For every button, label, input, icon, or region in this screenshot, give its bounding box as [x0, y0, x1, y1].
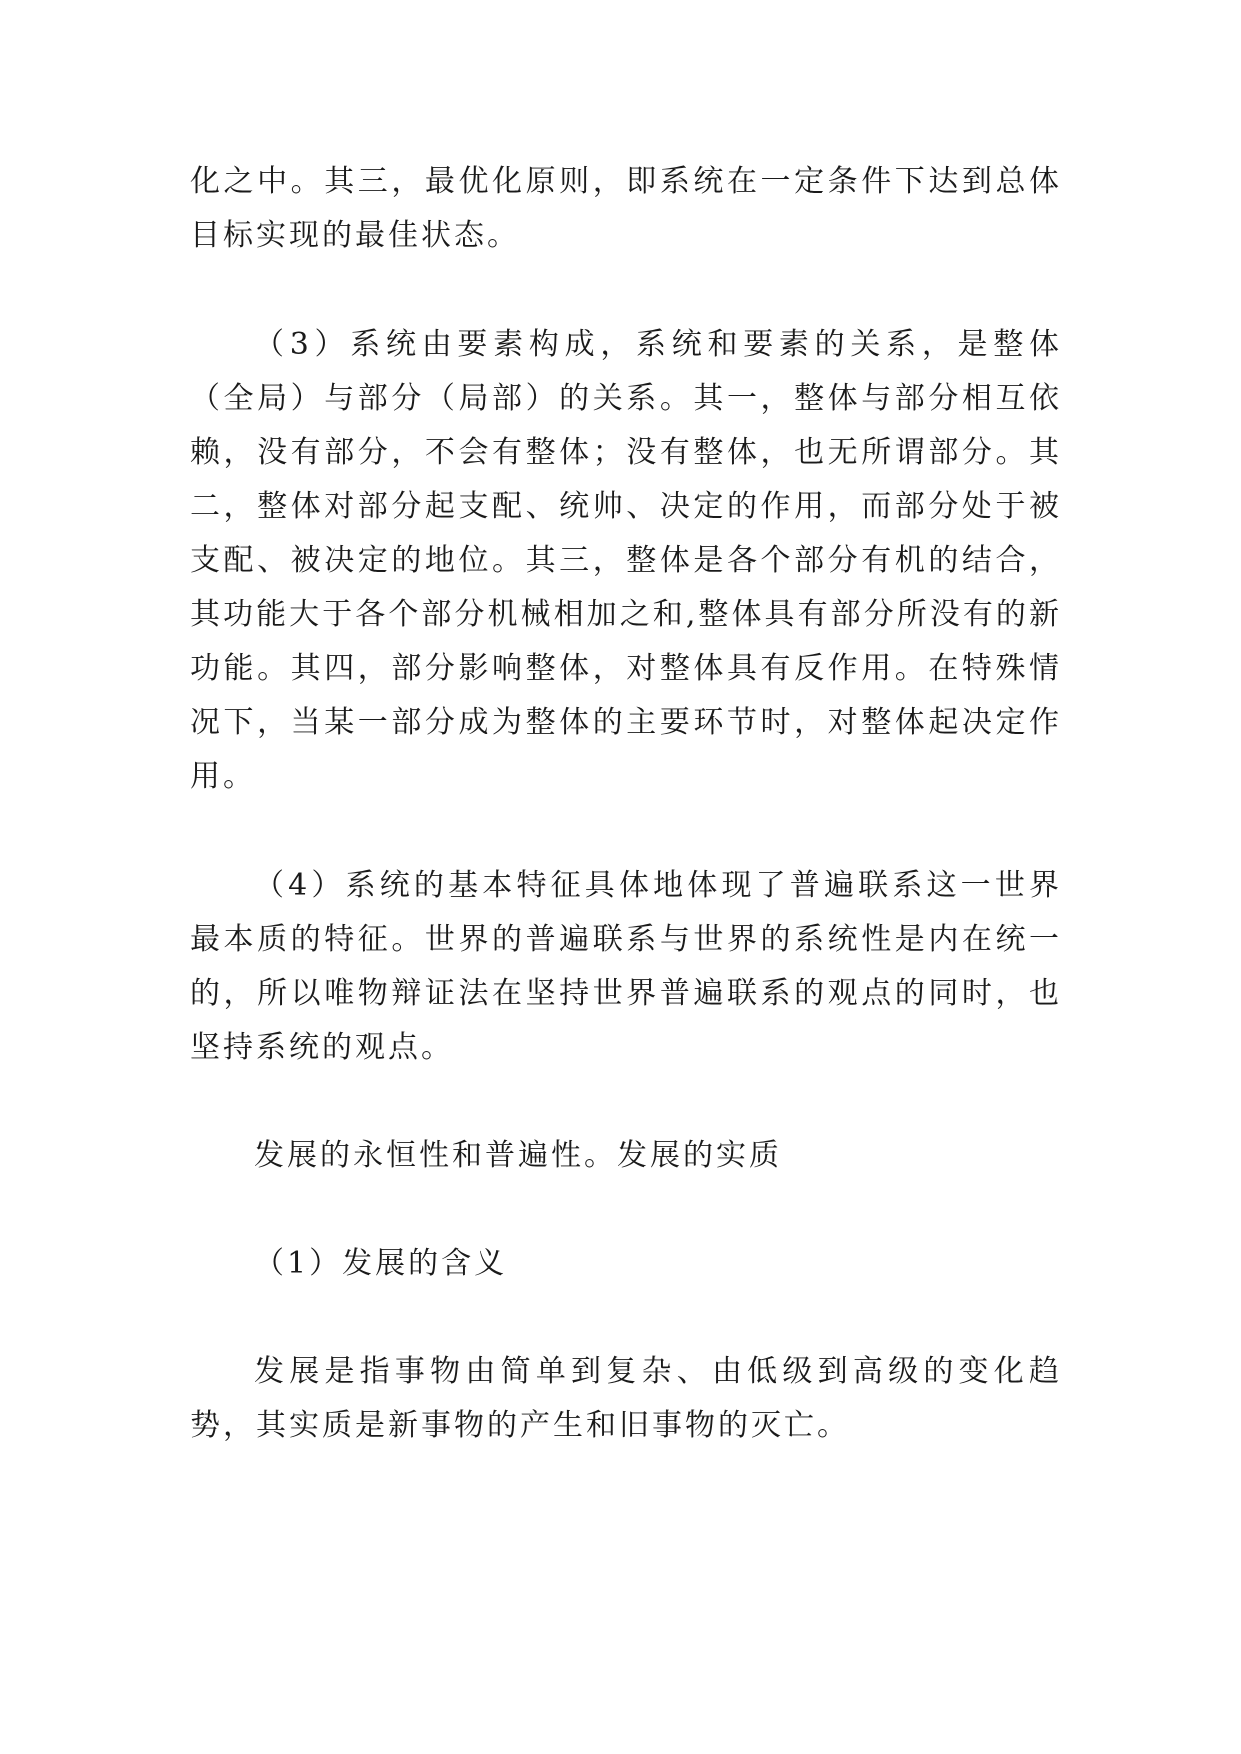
document-page: [190, 155, 1062, 1453]
paragraph-continuation: 化之中。其三，最优化原则，即系统在一定条件下达到总体目标实现的最佳状态。: [190, 164, 1062, 253]
section-heading-development: 发展的永恒性和普遍性。发展的实质: [254, 1138, 782, 1173]
paragraph-system-features: （4）系统的基本特征具体地体现了普遍联系这一世界最本质的特征。世界的普遍联系与世界的系统性是内在统一的，所以唯物辩证法在坚持世界普遍联系的观点的同时，也坚持系统的观点。: [190, 868, 1062, 1065]
paragraph-system-elements: （3）系统由要素构成，系统和要素的关系，是整体（全局）与部分（局部）的关系。其一，整体与部分相互依赖，没有部分，不会有整体；没有整体，也无所谓部分。其二，整体对部分起支配、统帅、决定的作用，而部分处于被支配、被决定的地位。其三，整体是各个部分有机的结合，其功能大于各个部分机械相加之和,整体具有部分所没有的新功能。其四，部分影响整体，对整体具有反作用。在特殊情况下，当某一部分成为整体的主要环节时，对整体起决定作用。: [190, 327, 1062, 794]
paragraph-development-definition: 发展是指事物由简单到复杂、由低级到高级的变化趋势，其实质是新事物的产生和旧事物的灭亡。: [190, 1354, 1062, 1443]
subheading-development-meaning: （1）发展的含义: [254, 1246, 508, 1281]
